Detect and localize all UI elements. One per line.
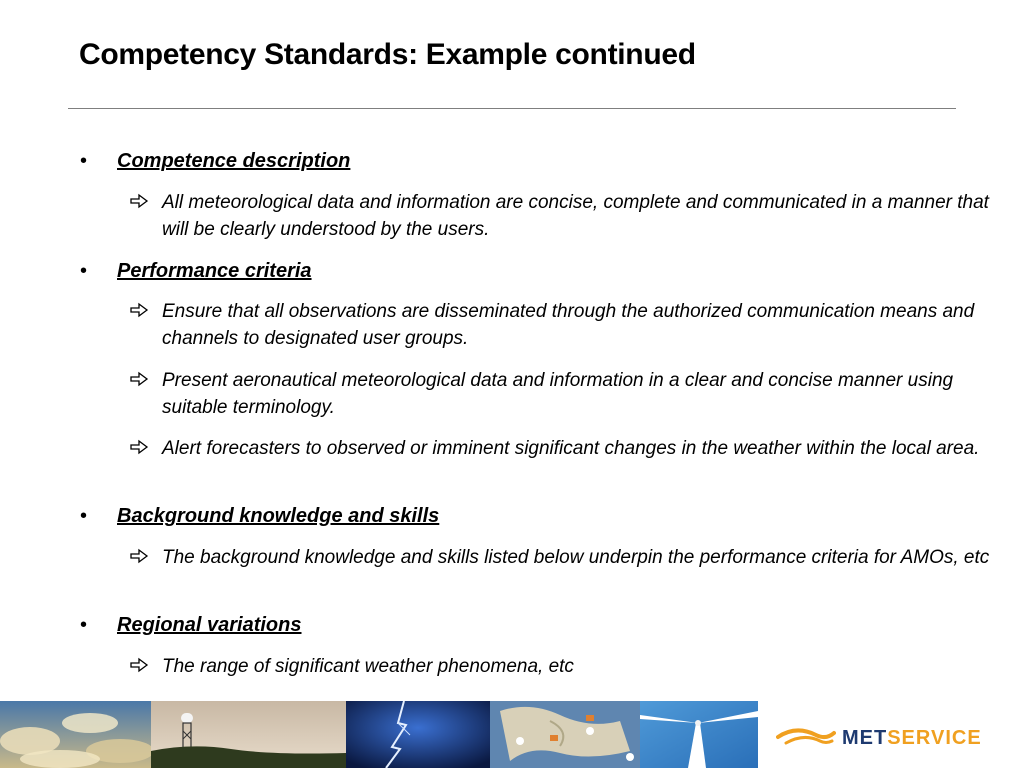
list-item-text: Alert forecasters to observed or imminent significant changes in the weather within the local area. [162, 438, 980, 459]
arrow-right-icon [129, 193, 149, 209]
arrow-right-icon [129, 439, 149, 455]
section-background-knowledge [0, 504, 1024, 532]
metservice-logo [776, 725, 1006, 755]
bullet-dot: • [80, 150, 88, 172]
bullet-dot: • [80, 260, 88, 282]
section-heading: Regional variations [117, 614, 302, 636]
bullet-dot: • [80, 614, 88, 636]
arrow-right-icon [129, 371, 149, 387]
title-divider [68, 108, 956, 109]
bullet-dot: • [80, 505, 88, 527]
slide-title: Competency Standards: Example continued [79, 38, 696, 71]
section-heading: Performance criteria [117, 260, 312, 282]
arrow-right-icon [129, 657, 149, 673]
list-item-text: Ensure that all observations are disseminated through the authorized communication means and channels to designated user groups. [162, 301, 975, 349]
section-performance-criteria [0, 259, 1024, 287]
list-item-text: All meteorological data and information are concise, complete and communicated in a manner that will be clearly understood by the users. [162, 192, 989, 240]
list-item-text: Present aeronautical meteorological data and information in a clear and concise manner using suitable terminology. [162, 370, 954, 418]
weather-map-image [490, 701, 640, 768]
cloudy-sky-image [0, 701, 151, 768]
radar-tower-image [151, 701, 346, 768]
list-item-text: The range of significant weather phenomena, etc [162, 656, 574, 677]
wind-turbine-image [640, 701, 758, 768]
lightning-image [346, 701, 490, 768]
arrow-right-icon [129, 302, 149, 318]
logo-met-text: MET [842, 727, 888, 749]
section-competence-description [0, 149, 1024, 177]
list-item-text: The background knowledge and skills listed below underpin the performance criteria for AMOs, etc [162, 547, 990, 568]
section-heading: Competence description [117, 150, 351, 172]
logo-swoosh-icon [776, 725, 836, 751]
section-regional-variations [0, 613, 1024, 641]
logo-wordmark [842, 727, 982, 750]
section-heading: Background knowledge and skills [117, 505, 440, 527]
arrow-right-icon [129, 548, 149, 564]
logo-service-text: SERVICE [887, 727, 982, 749]
